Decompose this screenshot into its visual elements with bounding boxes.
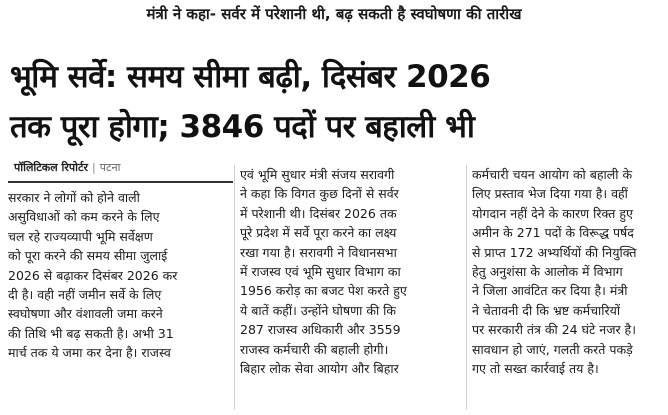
article-line: सावधान हो जाएं, गलती करते पकड़े (472, 341, 633, 357)
article-line: दी है। वही नहीं जमीन सर्वे के लिए (8, 287, 162, 303)
article-line: 287 राजस्व अधिकारी और 3559 (240, 322, 401, 338)
column-divider (466, 165, 467, 410)
article-line: असुविधाओं को कम करने के लिए (8, 209, 160, 225)
article-line: बिहार लोक सेवा आयोग और बिहार (240, 361, 399, 377)
article-line: से प्राप्त 172 अभ्यर्थियों की नियुक्ति (472, 244, 637, 260)
headline (10, 52, 660, 152)
article-line: राजस्व कर्मचारी की बहाली होगी। (240, 341, 389, 357)
article-line: 1956 करोड़ का बजट पेश करते हुए (240, 283, 407, 299)
headline-line-2: तक पूरा होगा; 3846 पदों पर बहाली भी (10, 109, 475, 145)
article-line: अमीन के 271 पदों के विरूद्ध पर्षद (472, 225, 634, 241)
article-line: की तिथि भी बढ़ सकती है। अभी 31 (8, 325, 174, 341)
article-line: में राजस्व एवं भूमि सुधार विभाग का (240, 264, 401, 280)
article-line: एवं भूमि सुधार मंत्री संजय सरावगी (240, 167, 395, 182)
article-column-1 (8, 188, 232, 363)
article-column-3 (472, 165, 662, 378)
article-line: में परेशानी थी। दिसंबर 2026 तक (240, 205, 397, 221)
article-line: ने कहा कि विगत कुछ दिनों से सर्वर (240, 186, 399, 202)
article-line: ने जिला आवंटित कर दिया है। मंत्री (472, 283, 628, 299)
article-line: गए तो सख्त कार्रवाई तय है। (472, 361, 599, 377)
headline-line-1: भूमि सर्वे: समय सीमा बढ़ी, दिसंबर 2026 (10, 59, 491, 95)
article-line: रखा गया है। सरावगी ने विधानसभा (240, 244, 397, 260)
article-line: ने चेतावनी दी कि भ्रष्ट कर्मचारियों (472, 302, 621, 318)
article-line: सरकार ने लोगों को होने वाली (8, 190, 140, 205)
kicker: मंत्री ने कहा- सर्वर में परेशानी थी, बढ़ सकती है स्वघोषणा की तारीख (146, 5, 522, 23)
article-line: चल रहे राज्यव्यापी भूमि सर्वेक्षण (8, 228, 153, 244)
column-divider (234, 165, 235, 410)
byline-place: पटना (99, 161, 121, 174)
article-line: 2026 से बढ़ाकर दिसंबर 2026 कर (8, 267, 178, 283)
article-line: हेतु अनुशंसा के आलोक में विभाग (472, 264, 623, 280)
article-line: कर्मचारी चयन आयोग को बहाली के (472, 167, 633, 182)
byline-separator: | (92, 161, 96, 174)
byline-divider (8, 181, 233, 183)
byline (14, 160, 121, 175)
article-line: स्वघोषणा और वंशावली जमा करने (8, 306, 163, 322)
article-line: ये बातें कहीं। उन्होंने घोषणा की कि (240, 302, 397, 318)
article-line: योगदान नहीं देने के कारण रिक्त हुए (472, 205, 633, 221)
article-line: को पूरा करने की समय सीमा जुलाई (8, 248, 168, 264)
article-line: लिए प्रस्ताव भेज दिया गया है। वहीं (472, 186, 628, 202)
byline-reporter: पॉलिटिकल रिपोर्टर (14, 161, 89, 174)
article-line: पर सरकारी तंत्र की 24 घंटे नजर है। (472, 322, 636, 338)
article-line: पूरे प्रदेश में सर्वे पूरा करने का लक्ष्य (240, 225, 397, 241)
article-column-2 (240, 165, 462, 378)
article-line: मार्च तक ये जमा कर देना है। राजस्व (8, 345, 171, 361)
